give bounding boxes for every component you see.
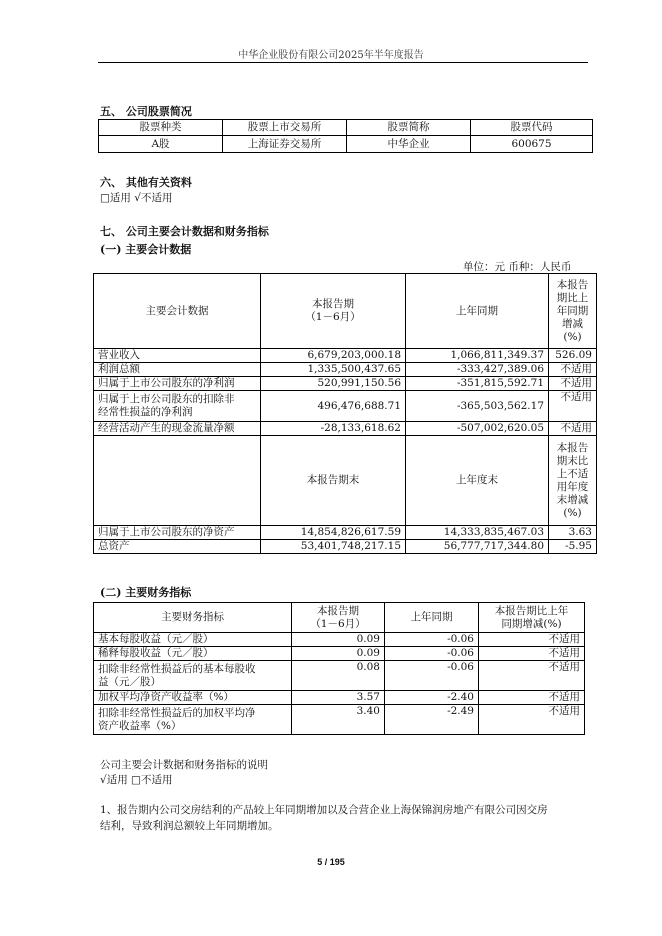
table-cell: -351,815,592.71 [406, 377, 549, 391]
table-cell: 中华企业 [347, 136, 471, 153]
table-row [99, 136, 593, 153]
explanation-title: 公司主要会计数据和财务指标的说明 [100, 759, 268, 771]
table-header-cell: 本报告 期末比 上不适 用年度 末增减 (%) [549, 436, 597, 526]
table-cell: 14,854,826,617.59 [261, 526, 406, 540]
table-header-cell: 主要财务指标 [94, 603, 292, 633]
table-row [94, 422, 597, 436]
table-header-cell: 本报告期 （1－6月） [292, 603, 385, 633]
table-cell: 520,991,150.56 [261, 377, 406, 391]
subsection-financial-indicators: (二) 主要财务指标 [100, 586, 192, 599]
accounting-data-table [93, 273, 597, 554]
table-row [94, 526, 597, 540]
table-cell: -0.06 [385, 647, 479, 661]
table-cell: -365,503,562.17 [406, 391, 549, 422]
section6-heading: 六、 其他有关资料 [100, 176, 192, 189]
table-cell: 0.09 [292, 647, 385, 661]
table-cell: 经营活动产生的现金流量净额 [94, 422, 261, 436]
table-cell: 56,777,717,344.80 [406, 540, 549, 554]
table-cell: -5.95 [549, 540, 597, 554]
table-cell: 600675 [471, 136, 593, 153]
table-header-cell [94, 436, 261, 526]
table-cell: 不适用 [479, 661, 585, 691]
table-cell: 营业收入 [94, 349, 261, 363]
page-number: 5 / 195 [317, 857, 345, 867]
table-cell: 526.09 [549, 349, 597, 363]
table-header-cell: 本报告 期比上 年同期 增减 (%) [549, 274, 597, 349]
explanation-options: √适用 □不适用 [100, 774, 173, 786]
table-cell: 6,679,203,000.18 [261, 349, 406, 363]
table-cell: -2.40 [385, 691, 479, 705]
table-header-cell: 上年同期 [406, 274, 549, 349]
table-row [94, 633, 585, 647]
table-cell: 归属于上市公司股东的净资产 [94, 526, 261, 540]
table-cell: 53,401,748,217.15 [261, 540, 406, 554]
stock-info-table [98, 119, 593, 153]
table-row [94, 391, 597, 422]
table-header-cell: 本报告期 （1－6月） [261, 274, 406, 349]
table-cell: 利润总额 [94, 363, 261, 377]
table-cell: 归属于上市公司股东的扣除非 经常性损益的净利润 [94, 391, 261, 422]
table-cell: 上海证券交易所 [223, 136, 347, 153]
table-cell: 不适用 [479, 633, 585, 647]
table-cell: -2.49 [385, 705, 479, 735]
table-cell: 稀释每股收益（元／股） [94, 647, 292, 661]
table-cell: 归属于上市公司股东的净利润 [94, 377, 261, 391]
table-cell: -0.06 [385, 661, 479, 691]
table-header-cell: 股票上市交易所 [223, 120, 347, 136]
table-cell: 0.09 [292, 633, 385, 647]
unit-note: 单位：元 币种：人民币 [463, 261, 572, 273]
table-row [94, 349, 597, 363]
table-cell: 不适用 [549, 377, 597, 391]
table-header-cell: 股票简称 [347, 120, 471, 136]
table-cell: 不适用 [549, 422, 597, 436]
table-cell: -0.06 [385, 633, 479, 647]
table-cell: -28,133,618.62 [261, 422, 406, 436]
table-cell: 不适用 [479, 691, 585, 705]
table-row [94, 363, 597, 377]
table-cell: 不适用 [479, 705, 585, 735]
table-cell: 加权平均净资产收益率（%） [94, 691, 292, 705]
table-header-cell: 上年度末 [406, 436, 549, 526]
table-cell: -507,002,620.05 [406, 422, 549, 436]
table-cell: 1,335,500,437.65 [261, 363, 406, 377]
table-cell: 14,333,835,467.03 [406, 526, 549, 540]
table-row [94, 540, 597, 554]
financial-indicators-table [93, 602, 585, 735]
explanation-paragraph-line2: 结利，导致利润总额较上年同期增加。 [100, 820, 279, 832]
explanation-paragraph-line1: 1、报告期内公司交房结利的产品较上年同期增加以及合营企业上海保锦润房地产有限公司因交房 [100, 804, 548, 816]
table-cell: 496,476,688.71 [261, 391, 406, 422]
section7-heading: 七、 公司主要会计数据和财务指标 [100, 225, 269, 238]
header-divider [98, 62, 588, 63]
table-row [94, 661, 585, 691]
table-cell: 不适用 [549, 391, 597, 422]
table-header-cell: 主要会计数据 [94, 274, 261, 349]
table-cell: 不适用 [549, 363, 597, 377]
table-header-cell: 股票代码 [471, 120, 593, 136]
table-cell: 总资产 [94, 540, 261, 554]
subsection-accounting-data: (一) 主要会计数据 [100, 243, 192, 256]
table-header-row [94, 436, 597, 526]
section6-options: □适用 √不适用 [100, 192, 173, 204]
running-header: 中华企业股份有限公司2025年半年度报告 [238, 50, 424, 61]
table-header-cell: 本报告期末 [261, 436, 406, 526]
table-header-cell: 股票种类 [99, 120, 223, 136]
table-header-row [99, 120, 593, 136]
table-cell: A股 [99, 136, 223, 153]
table-cell: 3.40 [292, 705, 385, 735]
table-cell: 0.08 [292, 661, 385, 691]
table-cell: 基本每股收益（元／股） [94, 633, 292, 647]
table-row [94, 705, 585, 735]
table-cell: 3.57 [292, 691, 385, 705]
table-row [94, 647, 585, 661]
table-row [94, 691, 585, 705]
table-header-row [94, 603, 585, 633]
table-header-cell: 上年同期 [385, 603, 479, 633]
table-cell: 3.63 [549, 526, 597, 540]
table-row [94, 377, 597, 391]
table-cell: -333,427,389.06 [406, 363, 549, 377]
table-cell: 1,066,811,349.37 [406, 349, 549, 363]
table-cell: 不适用 [479, 647, 585, 661]
table-header-cell: 本报告期比上年 同期增减(%) [479, 603, 585, 633]
table-cell: 扣除非经常性损益后的加权平均净 资产收益率（%） [94, 705, 292, 735]
table-header-row [94, 274, 597, 349]
table-cell: 扣除非经常性损益后的基本每股收 益（元／股） [94, 661, 292, 691]
section5-heading: 五、 公司股票简况 [100, 105, 192, 118]
